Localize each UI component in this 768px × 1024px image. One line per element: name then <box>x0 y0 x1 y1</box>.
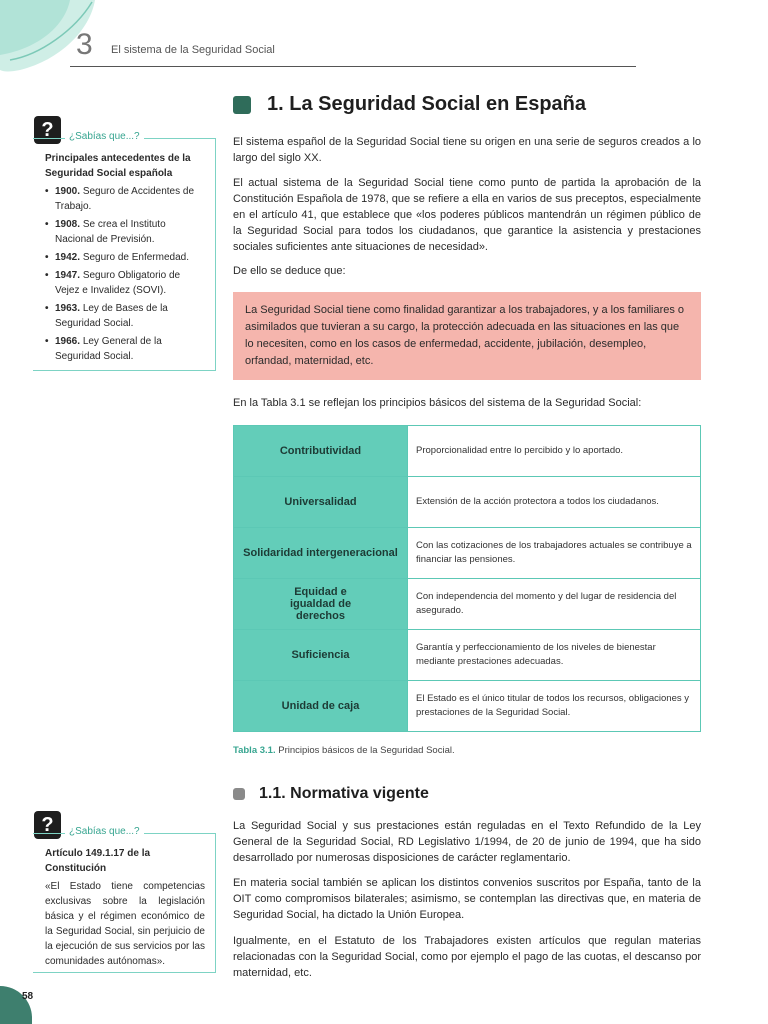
heading-square-icon <box>233 96 251 114</box>
table-row <box>234 630 701 681</box>
paragraph: El sistema español de la Seguridad Social tiene su origen en una serie de seguros creados a lo largo del siglo XX. <box>233 136 701 164</box>
chapter-number: 3 <box>76 28 93 61</box>
principle-name: Suficiencia <box>234 630 408 681</box>
did-you-know-box <box>33 131 216 371</box>
sidebar-quote: «El Estado tiene competencias exclusivas sobre la legislación básica y el régimen económico de la Seguridad Social, sin perjuicio de la ejecución de sus servicios por las comunidades autónomas». <box>45 881 205 967</box>
paragraph: La Seguridad Social y sus prestaciones están reguladas en el Texto Refundido de la Ley General de la Seguridad Social, RD Legislativo 1/1994, de 20 de junio de 1994, que ha sido desarrollado por numerosas disposiciones de carácter reglamentario. <box>233 820 701 864</box>
heading-square-icon <box>233 788 245 800</box>
sidebar-title: Artículo 149.1.17 de la Constitución <box>45 848 151 874</box>
table-row <box>234 579 701 630</box>
principle-description: Extensión de la acción protectora a todos los ciudadanos. <box>408 477 701 528</box>
list-item: • 1966. Ley General de la Seguridad Social. <box>45 334 205 364</box>
paragraph: En materia social también se aplican los distintos convenios suscritos por España, tanto de la OIT como compromisos bilaterales; asimismo, se contemplan las directivas que, en materia de Seguridad Social, ha dictado la Unión Europea. <box>233 877 701 921</box>
question-mark-icon: ? <box>34 811 61 839</box>
question-mark-icon: ? <box>34 116 61 144</box>
paragraph: De ello se deduce que: <box>233 265 346 277</box>
did-you-know-box <box>33 826 216 973</box>
did-you-know-label: ¿Sabías que...? <box>65 131 144 142</box>
principle-name: Unidad de caja <box>234 681 408 732</box>
paragraph: El actual sistema de la Seguridad Social tiene como punto de partida la aprobación de la Constitución Española de 1978, que se refiere a ella en varios de sus preceptos, especialmente en el artículo 41, que establece que «los poderes públicos mantendrán un régimen público de la Seguridad Social para todos los ciudadanos, que garantice la asistencia y prestaciones sociales suficientes ante situaciones de necesidad». <box>233 177 701 253</box>
list-item: • 1942. Seguro de Enfermedad. <box>45 250 205 265</box>
list-item: • 1963. Ley de Bases de la Seguridad Social. <box>45 301 205 331</box>
did-you-know-label: ¿Sabías que...? <box>65 826 144 837</box>
table-caption: Tabla 3.1. Principios básicos de la Seguridad Social. <box>233 745 455 756</box>
principle-description: Con independencia del momento y del lugar de residencia del asegurado. <box>408 579 701 630</box>
table-row <box>234 528 701 579</box>
page-number: 58 <box>22 991 34 1002</box>
table-row <box>234 477 701 528</box>
paragraph: Igualmente, en el Estatuto de los Trabajadores existen artículos que regulan materias relacionadas con la Seguridad Social, como por ejemplo el pago de las cuotas, el descanso por maternidad, etc. <box>233 935 701 979</box>
subsection-heading: 1.1. Normativa vigente <box>233 785 429 803</box>
table-row <box>234 681 701 732</box>
section-heading: 1. La Seguridad Social en España <box>233 93 586 116</box>
principle-description: El Estado es el único titular de todos los recursos, obligaciones y prestaciones de la Seguridad Social. <box>408 681 701 732</box>
principle-description: Con las cotizaciones de los trabajadores actuales se contribuye a financiar las pensiones. <box>408 528 701 579</box>
principle-name: Contributividad <box>234 426 408 477</box>
table-row <box>234 426 701 477</box>
history-list <box>45 184 205 364</box>
list-item: • 1900. Seguro de Accidentes de Trabajo. <box>45 184 205 214</box>
principles-table <box>233 425 701 732</box>
sidebar-title: Principales antecedentes de la Seguridad Social española <box>45 153 191 179</box>
header-divider <box>70 66 636 67</box>
chapter-title: El sistema de la Seguridad Social <box>111 44 275 56</box>
principle-name: Equidad e igualdad de derechos <box>234 579 408 630</box>
list-item: • 1947. Seguro Obligatorio de Vejez e Invalidez (SOVI). <box>45 268 205 298</box>
principle-name: Universalidad <box>234 477 408 528</box>
principle-description: Proporcionalidad entre lo percibido y lo aportado. <box>408 426 701 477</box>
principle-name: Solidaridad intergeneracional <box>234 528 408 579</box>
highlight-box: La Seguridad Social tiene como finalidad garantizar a los trabajadores, y a los familiares o asimilados que tuvieran a su cargo, la protección adecuada en las situaciones en las que lo necesiten, como en los casos de enfermedad, accidente, jubilación, desempleo, orfandad, maternidad, etc. <box>233 292 701 380</box>
table-intro: En la Tabla 3.1 se reflejan los principios básicos del sistema de la Seguridad Social: <box>233 397 642 409</box>
principle-description: Garantía y perfeccionamiento de los niveles de bienestar mediante prestaciones adecuadas. <box>408 630 701 681</box>
decorative-swirl <box>0 0 110 80</box>
list-item: • 1908. Se crea el Instituto Nacional de Previsión. <box>45 217 205 247</box>
